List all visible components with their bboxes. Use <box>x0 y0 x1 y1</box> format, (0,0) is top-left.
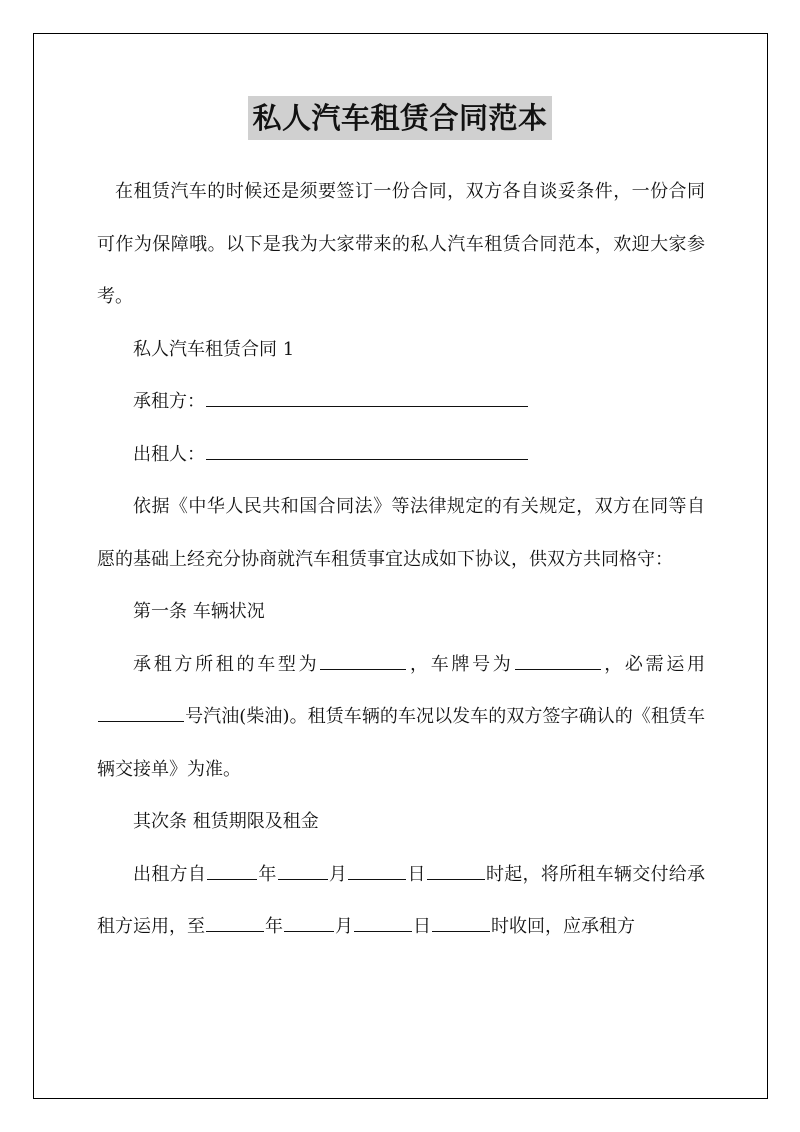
document-title: 私人汽车租赁合同范本 <box>248 96 551 140</box>
end-day-blank <box>354 930 412 932</box>
article1-text-1: 承租方所租的车型为 <box>133 653 320 675</box>
document-body <box>97 166 705 954</box>
contract-heading: 私人汽车租赁合同 1 <box>133 338 295 360</box>
lessor-line <box>97 429 705 482</box>
lessee-blank <box>206 405 528 407</box>
article2-month-2: 月 <box>335 916 353 937</box>
article2-year-2: 年 <box>265 916 283 937</box>
start-year-blank <box>207 878 257 880</box>
article2-text-2: 时起，将所租车辆交付给承租方运用，至 <box>97 863 706 937</box>
article2-paragraph <box>97 849 705 954</box>
lessee-line <box>97 376 705 429</box>
article2-heading: 其次条 租赁期限及租金 <box>133 811 319 832</box>
start-month-blank <box>278 878 328 880</box>
end-hour-blank <box>432 930 490 932</box>
article1-text-3: ，必需运用 <box>601 653 706 675</box>
lessee-label: 承租方： <box>133 391 205 412</box>
fuel-grade-blank <box>98 720 184 722</box>
article2-year-1: 年 <box>258 863 277 885</box>
article2-text-1: 出租方自 <box>133 863 207 885</box>
lessor-blank <box>206 458 528 460</box>
article1-text-2: ，车牌号为 <box>407 653 514 675</box>
article1-text-4: 号汽油(柴油)。租赁车辆的车况以发车的双方签字确认的《租赁车辆交接单》为准。 <box>97 706 705 780</box>
article2-day-1: 日 <box>407 863 426 885</box>
article1-paragraph <box>97 639 705 797</box>
basis-paragraph: 依据《中华人民共和国合同法》等法律规定的有关规定，双方在同等自愿的基础上经充分协商就汽车租赁事宜达成如下协议，供双方共同格守： <box>97 496 705 570</box>
title-container <box>0 96 800 140</box>
article2-day-2: 日 <box>413 916 431 937</box>
article1-heading: 第一条 车辆状况 <box>133 601 265 622</box>
car-model-blank <box>320 668 406 670</box>
article2-month-1: 月 <box>328 863 348 885</box>
start-hour-blank <box>427 878 485 880</box>
start-day-blank <box>348 878 406 880</box>
end-month-blank <box>284 930 334 932</box>
intro-paragraph: 在租赁汽车的时候还是须要签订一份合同，双方各自谈妥条件，一份合同可作为保障哦。以下是我为大家带来的私人汽车租赁合同范本，欢迎大家参考。 <box>97 181 705 307</box>
article2-text-3: 时收回，应承租方 <box>491 916 635 937</box>
end-year-blank <box>206 930 264 932</box>
lessor-label: 出租人： <box>133 443 205 465</box>
plate-number-blank <box>515 668 601 670</box>
